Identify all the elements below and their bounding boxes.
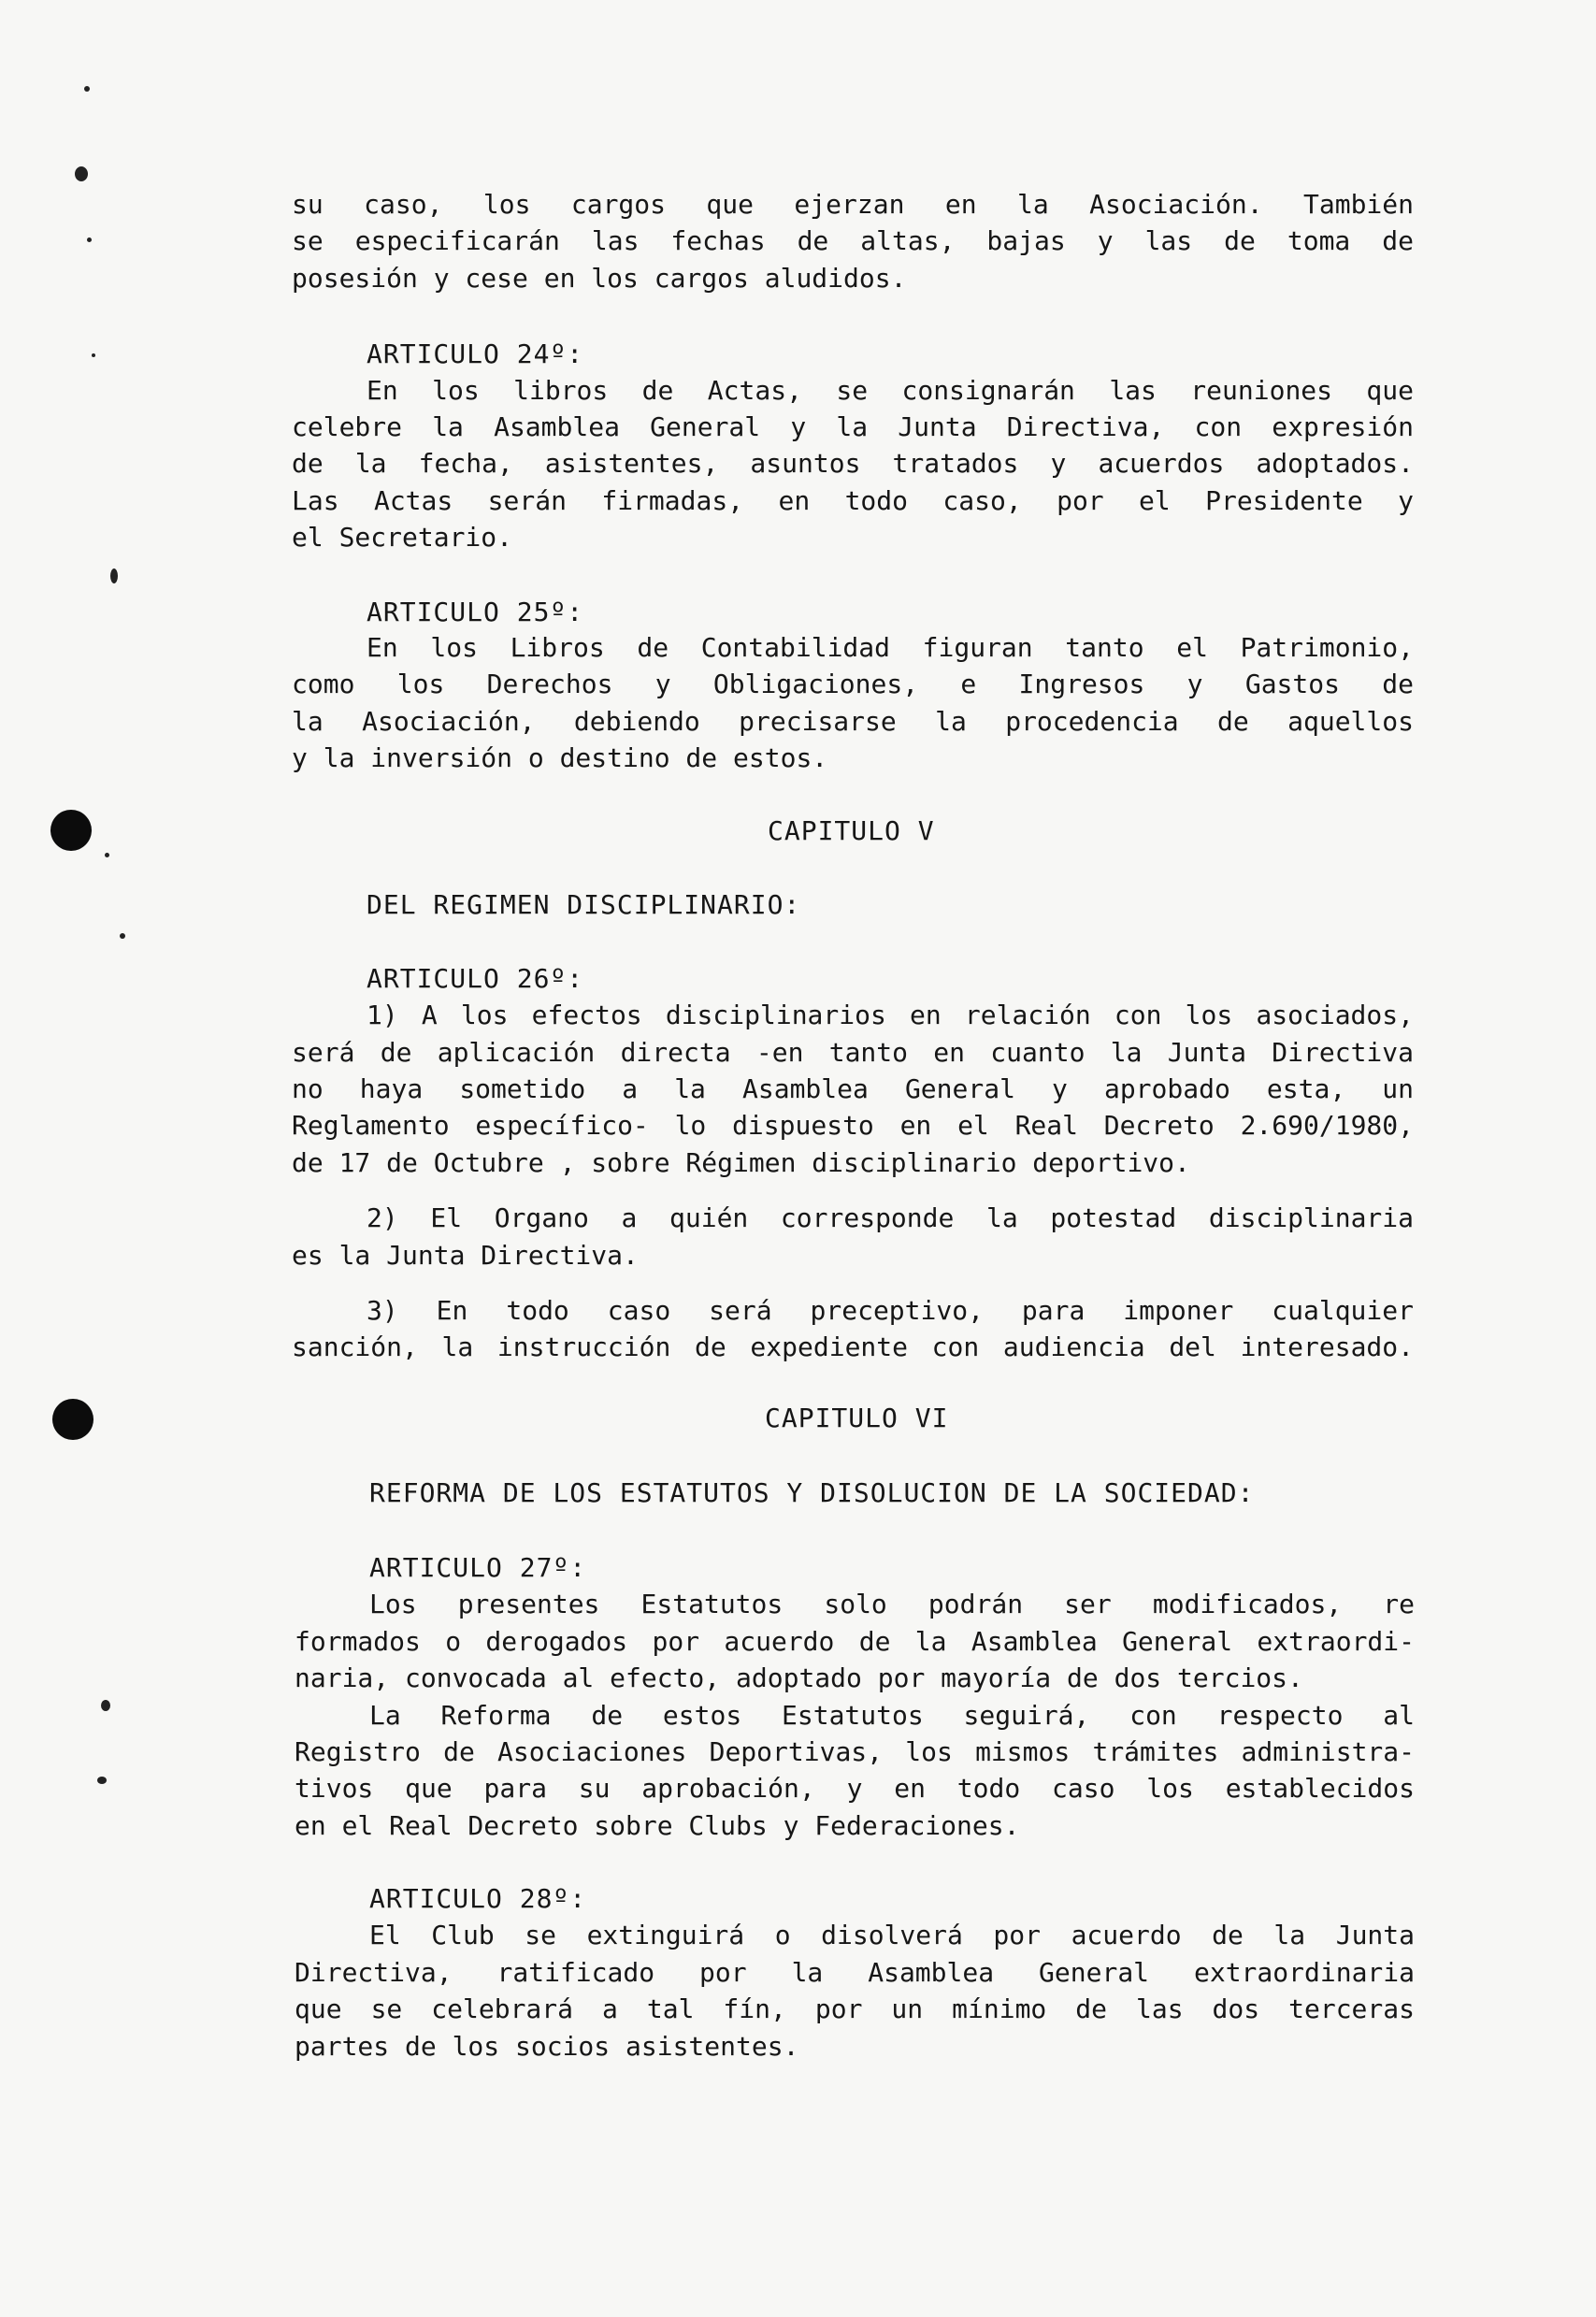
text-line: como los Derechos y Obligaciones, e Ingresos y Gastos de (292, 669, 1414, 699)
binder-hole-bottom (52, 1399, 93, 1440)
text-line: 3) En todo caso será preceptivo, para imponer cualquier (367, 1295, 1414, 1326)
scan-speck (110, 568, 118, 583)
text-line: Directiva, ratificado por la Asamblea General extraordinaria (295, 1957, 1415, 1988)
text-line: es la Junta Directiva. (292, 1240, 639, 1271)
text-line: en el Real Decreto sobre Clubs y Federaciones. (295, 1810, 1020, 1841)
text-line: su caso, los cargos que ejerzan en la Asociación. También (292, 189, 1414, 220)
text-line: partes de los socios asistentes. (295, 2031, 799, 2062)
text-line: Registro de Asociaciones Deportivas, los mismos trámites administra- (295, 1736, 1415, 1767)
chapter-5-title: CAPITULO V (768, 815, 935, 846)
scan-speck (120, 933, 125, 939)
text-line: La Reforma de estos Estatutos seguirá, con respecto al (369, 1700, 1415, 1731)
binder-hole-top (50, 810, 92, 851)
scan-speck (105, 853, 109, 857)
chapter-6-subtitle: REFORMA DE LOS ESTATUTOS Y DISOLUCION DE LA SOCIEDAD: (369, 1477, 1255, 1508)
text-line: En los libros de Actas, se consignarán las reuniones que (367, 375, 1414, 406)
scan-speck (92, 353, 95, 357)
text-line: En los Libros de Contabilidad figuran tanto el Patrimonio, (367, 632, 1414, 663)
text-line: Las Actas serán firmadas, en todo caso, por el Presidente y (292, 485, 1414, 516)
chapter-5-subtitle: DEL REGIMEN DISCIPLINARIO: (367, 889, 801, 920)
scan-speck (101, 1700, 110, 1711)
text-line: que se celebrará a tal fín, por un mínimo de las dos terceras (295, 1993, 1415, 2024)
text-line: será de aplicación directa -en tanto en cuanto la Junta Directiva (292, 1037, 1414, 1068)
article-24-heading: ARTICULO 24º: (367, 338, 584, 369)
text-line: celebre la Asamblea General y la Junta Directiva, con expresión (292, 411, 1414, 442)
text-line: se especificarán las fechas de altas, bajas y las de toma de (292, 225, 1414, 256)
article-28-heading: ARTICULO 28º: (369, 1883, 587, 1914)
text-line: formados o derogados por acuerdo de la Asamblea General extraordi- (295, 1626, 1415, 1657)
text-line: Reglamento específico- lo dispuesto en el Real Decreto 2.690/1980, (292, 1110, 1414, 1141)
text-line: sanción, la instrucción de expediente con audiencia del interesado. (292, 1331, 1414, 1362)
text-line: 1) A los efectos disciplinarios en relación con los asociados, (367, 1000, 1414, 1030)
text-line: de la fecha, asistentes, asuntos tratados y acuerdos adoptados. (292, 448, 1414, 479)
article-27-heading: ARTICULO 27º: (369, 1552, 587, 1583)
text-line: la Asociación, debiendo precisarse la procedencia de aquellos (292, 706, 1414, 737)
text-line: Los presentes Estatutos solo podrán ser modificados, re (369, 1589, 1415, 1619)
text-line: 2) El Organo a quién corresponde la potestad disciplinaria (367, 1202, 1414, 1233)
scan-speck (97, 1777, 107, 1784)
article-26-heading: ARTICULO 26º: (367, 963, 584, 994)
text-line: el Secretario. (292, 522, 513, 553)
scan-speck (84, 86, 90, 92)
scan-speck (75, 166, 88, 181)
text-line: El Club se extinguirá o disolverá por acuerdo de la Junta (369, 1920, 1415, 1950)
text-line: tivos que para su aprobación, y en todo caso los establecidos (295, 1773, 1415, 1804)
article-25-heading: ARTICULO 25º: (367, 597, 584, 627)
text-line: posesión y cese en los cargos aludidos. (292, 263, 907, 294)
text-line: no haya sometido a la Asamblea General y aprobado esta, un (292, 1073, 1414, 1104)
text-line: naria, convocada al efecto, adoptado por mayoría de dos tercios. (295, 1662, 1303, 1693)
text-line: de 17 de Octubre , sobre Régimen disciplinario deportivo. (292, 1147, 1190, 1178)
text-line: y la inversión o destino de estos. (292, 742, 828, 773)
chapter-6-title: CAPITULO VI (765, 1403, 949, 1433)
scan-speck (87, 237, 92, 242)
